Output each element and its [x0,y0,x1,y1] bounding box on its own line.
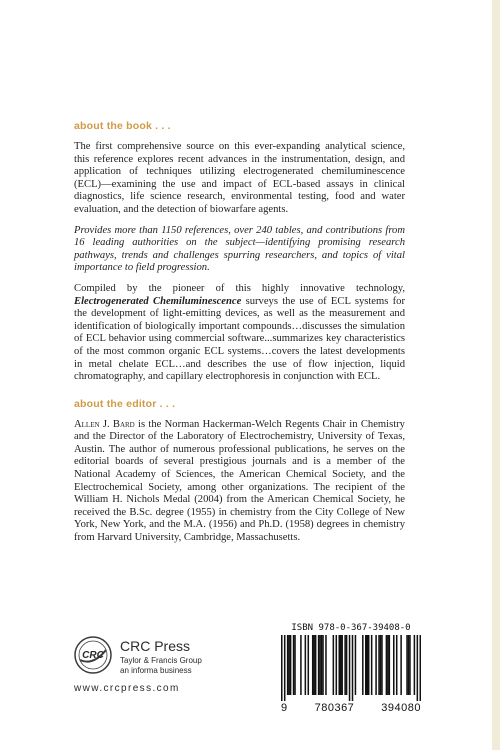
barcode-digit-group-3: 394080 [381,702,421,714]
barcode-digit-group-2: 780367 [314,702,355,714]
barcode-guard-bar [284,635,286,701]
barcode-bar [344,635,346,695]
crc-logo-icon [74,636,112,674]
about-editor-paragraph [74,419,405,545]
barcode-bar [371,635,373,695]
cover-edge-stripe [492,0,500,750]
barcode-bar [393,635,395,695]
about-book-paragraph-3 [74,283,405,384]
publisher-informa: an informa business [120,666,192,675]
isbn-label: ISBN 978-0-367-39408-0 [291,623,411,633]
barcode-bar [338,635,340,695]
publisher-url: www.crcpress.com [74,683,180,694]
barcode-bar [400,635,402,695]
barcode-bar [408,635,410,695]
barcode-bar [340,635,342,695]
para3-body: surveys the use of ECL systems for the development of light-emitting devices, as well as the measurement and identification of biologically important compounds…discusses the simulation of ECL behavior using commercial software...summarizes key characteristics of the most common organic ECL systems…covers the latest developments in metal chelate ECL…and describes the use of flow injection, liquid chromatography, and capillary electrophoresis in conjunction with ECL. [74,295,405,383]
barcode-bar [336,635,338,695]
barcode-bar [341,635,343,695]
barcode-bar [362,635,364,695]
barcode-bar [380,635,382,695]
barcode-bar [288,635,290,695]
barcode-guard-bar [417,635,419,701]
barcode-bar [312,635,314,695]
about-editor-heading: about the editor . . . [74,397,176,410]
barcode-bar [396,635,398,695]
barcode-bar [293,635,295,695]
barcode-bar [368,635,370,695]
barcode-bar [387,635,389,695]
publisher-logo [74,636,274,706]
barcode-bar [381,635,383,695]
barcode-bar [333,635,335,695]
barcode-bar [318,635,320,695]
barcode-bar [414,635,416,695]
barcode-bar [308,635,310,695]
barcode-bar [315,635,317,695]
barcode-bar [365,635,367,695]
barcode-bar [386,635,388,695]
barcode-bar [406,635,408,695]
barcode-bar [355,635,357,695]
publisher-group: Taylor & Francis Group [120,656,202,665]
barcode-bar [389,635,391,695]
barcode-digits [279,702,423,714]
back-cover-text [74,120,405,553]
barcode-bar [305,635,307,695]
barcode-bar [325,635,327,695]
publisher-name: CRC Press [120,638,191,654]
about-book-paragraph-2: Provides more than 1150 references, over 240 tables, and contributions from 16 leading authorities on the subject—identifying promising research pathways, trends and challenges spurring researchers, and topics of vital importance to field progression. [74,224,405,274]
barcode-bar [319,635,321,695]
crc-badge-text: CRC [82,650,104,661]
barcode-guard-bar [349,635,351,701]
barcode-bar [313,635,315,695]
isbn-barcode [279,623,423,715]
barcode-bar [300,635,302,695]
barcode-bar [321,635,323,695]
para3-intro: Compiled by the pioneer of this highly innovative technology, [74,282,405,294]
barcode-bar [346,635,348,695]
barcode-bar [366,635,368,695]
barcode-bar [322,635,324,695]
editor-name: Allen J. Bard [74,418,135,430]
about-book-heading: about the book . . . [74,120,171,132]
about-book-paragraph-1: The first comprehensive source on this ever-expanding analytical science, this reference explores recent advances in the instrumentation, design, and application of techniques utilizing electrogenerated chemiluminescence (ECL)—examining the use and impact of ECL-based assays in clinical diagnostics, life science research, environmental testing, food and water evaluation, and the detection of biowarfare agents. [74,141,405,215]
barcode-bar [287,635,289,695]
barcode-bars [281,635,421,701]
barcode-bar [294,635,296,695]
barcode-bar [290,635,292,695]
editor-bio: is the Norman Hackerman-Welch Regents Chair in Chemistry and the Director of the Laboratory of Electrochemistry, University of Texas, Austin. The author of numerous professional publications, he serves on the editorial boards of several prestigious journals and is a member of the National Academy of Sciences, the American Chemical Society, and the Electrochemical Society, among other organizations. The recipient of the William H. Nichols Medal (2004) from the American Chemical Society, he received the B.Sc. degree (1955) in chemistry from the City College of New York, New York, and the M.A. (1956) and Ph.D. (1958) degrees in chemistry from Harvard University, Cambridge, Massachusetts. [74,418,405,544]
barcode-bar [375,635,377,695]
barcode-guard-bar [281,635,283,701]
barcode-guard-bar [352,635,354,701]
barcode-guard-bar [420,635,421,701]
barcode-bar [378,635,380,695]
barcode-bar [409,635,411,695]
book-title: Electrogenerated Chemiluminescence [74,295,242,307]
barcode-digit-group-1: 9 [281,702,288,714]
